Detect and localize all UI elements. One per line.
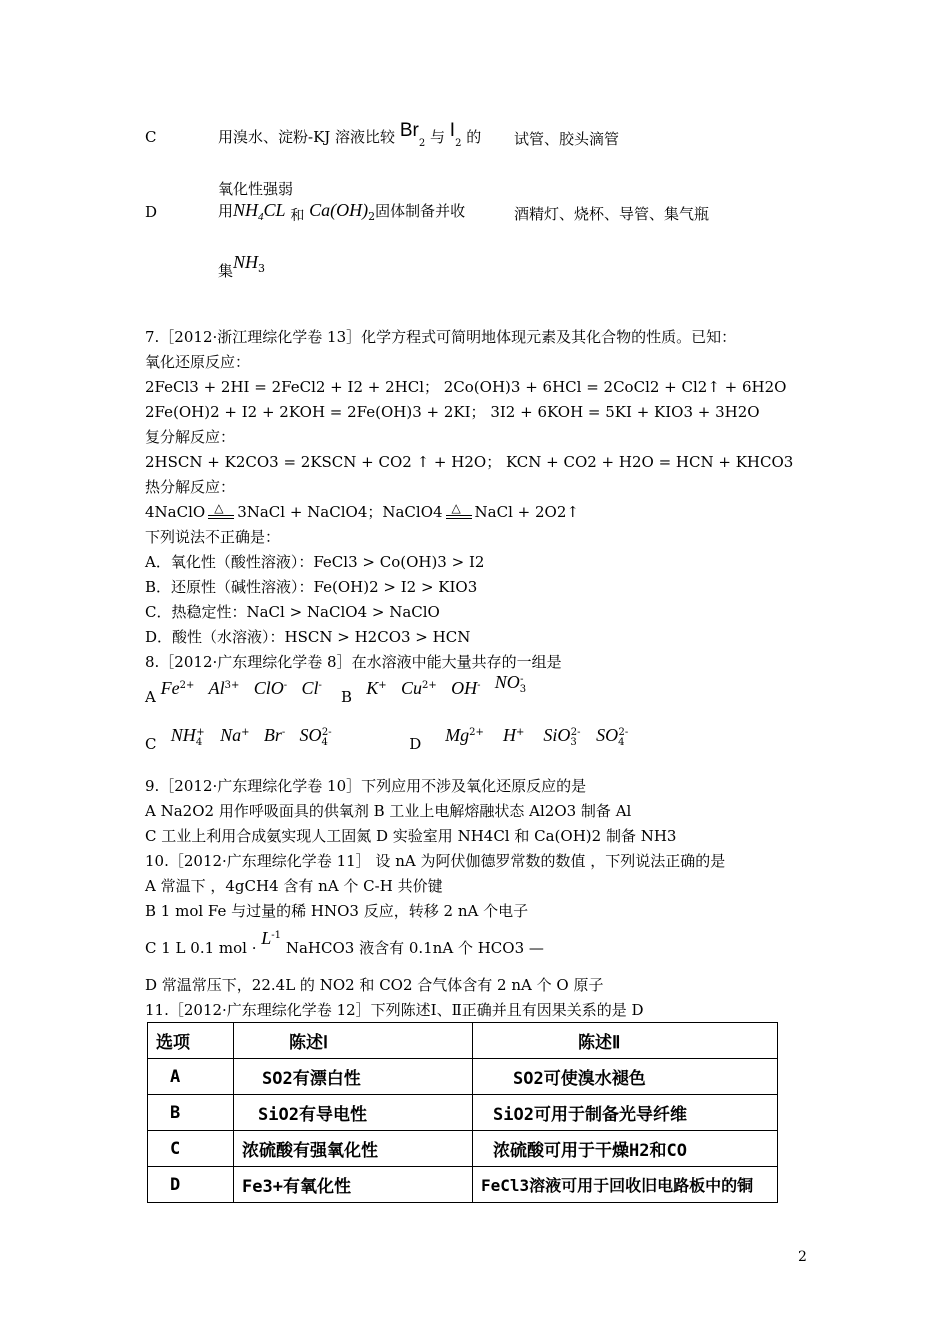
i-symbol: I [449,120,456,141]
ion-sio3-charge: 2- [570,727,581,738]
q7-eq3: 2HSCN + K2CO3 = 2KSCN + CO2 ↑ + H2O； KCN + CO2 + H2O = HCN + KHCO3 [145,453,794,471]
ion-cu: Cu [401,678,423,698]
nh4cl-sub: 4 [258,211,264,223]
table-row [148,1167,778,1203]
ion-so4-b-charge: 2- [618,727,629,738]
q7-option-d: D．酸性（水溶液）：HSCN > H2CO3 > HCN [145,628,471,646]
eq4-b: 3NaCl + NaClO4；NaClO4 [237,503,443,521]
nh3-sub: 3 [258,262,266,275]
q7-decomp-label: 复分解反应： [145,428,236,446]
q7-prompt: 下列说法不正确是： [145,528,281,546]
row-c-experiment [218,120,482,149]
table-header-row [148,1023,778,1059]
ion-clo: ClO [253,678,284,698]
ion-sio3: SiO [543,725,571,745]
q9-title: 9.［2012·广东理综化学卷 10］下列应用不涉及氧化还原反应的是 [145,777,587,795]
ion-na: Na [220,725,242,745]
ion-clo-charge: - [283,680,288,691]
q8-option-d-label: D [409,735,422,753]
ion-cu-charge: 2+ [422,680,437,691]
row-d-label: D [145,203,158,221]
q8-row2 [145,725,634,753]
unit-l: L [261,928,272,948]
q10-option-b: B 1 mol Fe 与过量的稀 HNO3 反应，转移 2 nA 个电子 [145,902,529,920]
ion-fe-charge: 2+ [179,680,195,691]
eq4-a: 4NaClO [145,503,206,521]
table-cell: 浓硫酸可用于干燥H2和CO [473,1131,778,1167]
q7-option-a: A．氧化性（酸性溶液）：FeCl3 > Co(OH)3 > I2 [145,553,485,571]
caoh-formula: Ca(OH) [309,200,369,220]
table-cell: FeCl3溶液可用于回收旧电路板中的铜 [473,1167,778,1203]
q7-option-c: C．热稳定性：NaCl > NaClO4 > NaClO [145,603,440,621]
ion-oh-charge: - [477,680,481,691]
ion-so4: SO [299,725,322,745]
row-c-text: 用溴水、淀粉-KJ 溶液比较 [218,128,396,146]
ion-so4-b: SO [596,725,619,745]
row-d-line2 [218,252,266,280]
q7-eq4 [145,501,579,522]
caoh-sub: 2 [368,210,376,223]
row-d-rest: 固体制备并收 [375,202,466,220]
ion-cl: Cl [301,678,319,698]
ion-al-charge: 3+ [224,680,240,691]
ion-h-charge: + [515,727,525,738]
heat-sign-2 [446,501,472,521]
ion-oh: OH [451,678,478,698]
ji-text: 集 [218,262,234,280]
q7-eq1: 2FeCl3 + 2HI = 2FeCl2 + I2 + 2HCl； 2Co(OH)3 + 6HCl = 2CoCl2 + Cl2↑ + 6H2O [145,378,787,396]
ion-nh4: NH [170,725,196,745]
table-cell: C [148,1131,234,1167]
eq4-c: NaCl + 2O2↑ [474,503,579,521]
delta-symbol: △ [214,501,224,515]
row-d-equipment: 酒精灯、烧杯、导管、集气瓶 [514,205,710,223]
ion-fe: Fe [160,678,180,698]
ion-so4-b-sub: 4 [618,737,625,748]
nh4cl-formula: NH [233,200,259,220]
delta-symbol-2: △ [451,501,461,515]
ion-nh4-sub: 4 [195,737,203,748]
ion-k-charge: + [378,680,387,691]
ion-mg: Mg [445,725,470,745]
row-c-label: C [145,128,157,146]
ion-al: Al [208,678,225,698]
table-row [148,1095,778,1131]
q8-option-b-label: B [340,688,352,706]
q11-table [147,1022,778,1203]
table-cell: A [148,1059,234,1095]
nh4cl-rest: CL [263,200,286,220]
q8-row1 [145,672,530,706]
q10-option-c [145,928,544,957]
q9-options-cd: C 工业上利用合成氨实现人工固氮 D 实验室用 NH4Cl 和 Ca(OH)2 制备 NH3 [145,827,677,845]
nh3-formula: NH [233,252,259,272]
q7-option-b: B．还原性（碱性溶液）：Fe(OH)2 > I2 > KIO3 [145,578,478,596]
he-text: 和 [290,208,305,224]
q10-c-post: NaHCO3 液含有 0.1nA 个 HCO3 — [285,939,544,957]
table-cell: SO2有漂白性 [234,1059,473,1095]
q7-eq2: 2Fe(OH)2 + I2 + 2KOH = 2Fe(OH)3 + 2KI； 3I2 + 6KOH = 5KI + KIO3 + 3H2O [145,403,760,421]
q10-option-a: A 常温下 ，4gCH4 含有 nA 个 C-H 共价键 [145,877,443,895]
q7-redox-label: 氧化还原反应： [145,353,251,371]
q10-option-d: D 常温常压下，22.4L 的 NO2 和 CO2 合气体含有 2 nA 个 O 原子 [145,976,604,994]
table-cell: SiO2可用于制备光导纤维 [473,1095,778,1131]
q11-title: 11.［2012·广东理综化学卷 12］下列陈述Ⅰ、Ⅱ正确并且有因果关系的是 D [145,1001,644,1019]
q10-title: 10.［2012·广东理综化学卷 11］ 设 nA 为阿伏伽德罗常数的数值 ，下列说法正确的是 [145,852,726,870]
ion-br: Br [263,725,282,745]
q9-options-ab: A Na2O2 用作呼吸面具的供氧剂 B 工业上电解熔融状态 Al2O3 制备 Al [145,802,632,820]
row-c-equipment: 试管、胶头滴管 [514,130,620,148]
q8-title: 8.［2012·广东理综化学卷 8］在水溶液中能大量共存的一组是 [145,653,562,671]
ion-sio3-sub: 3 [570,737,577,748]
heat-sign [208,501,234,521]
row-c-line2: 氧化性强弱 [218,180,294,198]
de-text: 的 [466,128,482,146]
i-sub: 2 [455,138,462,149]
table-cell: SO2可使溴水褪色 [473,1059,778,1095]
ion-k: K [366,678,379,698]
ion-no3-sub: 3 [519,684,527,695]
table-cell: 浓硫酸有强氧化性 [234,1131,473,1167]
table-header: 陈述Ⅱ [473,1023,778,1059]
table-header: 陈述Ⅰ [234,1023,473,1059]
table-cell: SiO2有导电性 [234,1095,473,1131]
and-text: 与 [430,128,446,146]
ion-na-charge: + [241,727,250,738]
unit-l-exp: -1 [271,930,282,941]
q8-option-a-label: A [145,688,156,706]
ion-cl-charge: - [318,680,322,691]
ion-h: H [502,725,516,745]
table-cell: Fe3+有氧化性 [234,1167,473,1203]
br-sub: 2 [418,138,426,149]
q7-title: 7.［2012·浙江理综化学卷 13］化学方程式可简明地体现元素及其化合物的性质。已知： [145,328,737,346]
q7-thermal-label: 热分解反应： [145,478,236,496]
q8-option-c-label: C [145,735,157,753]
ion-no3: NO [494,672,520,692]
ion-nh4-charge: + [196,727,205,738]
table-cell: B [148,1095,234,1131]
ion-br-charge: - [281,727,286,738]
page-number: 2 [798,1249,807,1265]
table-header: 选项 [148,1023,234,1059]
q10-c-pre: C 1 L 0.1 mol · [145,939,257,957]
yong-text: 用 [218,202,234,220]
table-row [148,1059,778,1095]
row-d-experiment [218,200,465,223]
ion-so4-sub: 4 [321,737,328,748]
ion-so4-charge: 2- [321,727,332,738]
table-row [148,1131,778,1167]
table-cell: D [148,1167,234,1203]
ion-no3-charge: - [520,674,524,685]
ion-mg-charge: 2+ [469,727,484,738]
br-symbol: Br [399,120,419,141]
